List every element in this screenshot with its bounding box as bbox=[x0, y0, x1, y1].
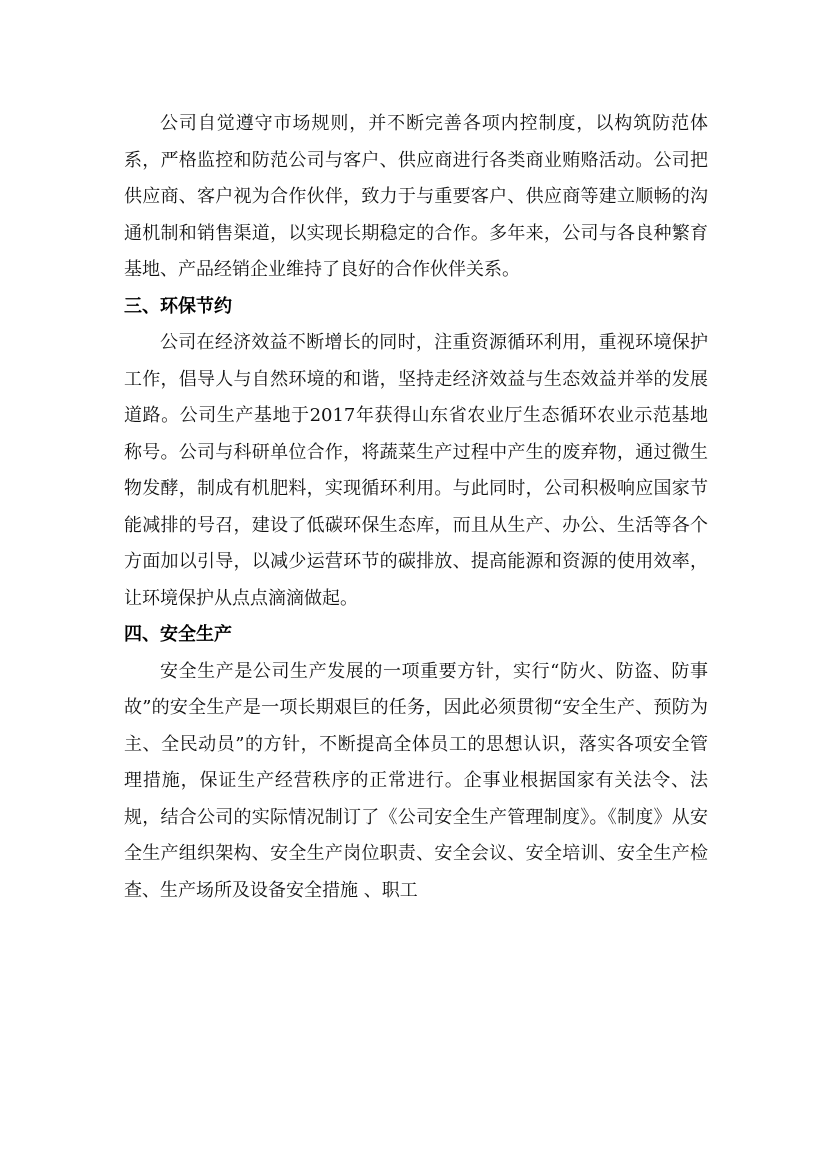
document-body bbox=[124, 106, 708, 909]
section-heading-safety: 四、安全生产 bbox=[124, 624, 232, 645]
section-heading-environment: 三、环保节约 bbox=[124, 295, 232, 317]
paragraph-safety: 安全生产是公司生产发展的一项重要方针，实行“防火、防盗、防事故”的安全生产是一项长期艰巨的任务，因此必须贯彻“安全生产、预防为主、全民动员”的方针，不断提高全体员工的思想认识，落实各项安全管理措施，保证生产经营秩序的正常进行。企事业根据国家有关法令、法规，结合公司的实际情况制订了《公司安全生产管理制度》。《制度》从安全生产组织架构、安全生产岗位职责、安全会议、安全培训、安全生产检查、生产场所及设备安全措施 、职工 bbox=[124, 660, 708, 901]
paragraph-environment: 公司在经济效益不断增长的同时，注重资源循环利用，重视环境保护工作，倡导人与自然环境的和谐，坚持走经济效益与生态效益并举的发展道路。公司生产基地于2017年获得山东省农业厅生态循环农业示范基地称号。公司与科研单位合作，将蔬菜生产过程中产生的废弃物，通过微生物发酵，制成有机肥料，实现循环利用。与此同时，公司积极响应国家节能减排的号召，建设了低碳环保生态库，而且从生产、办公、生活等各个方面加以引导，以减少运营环节的碳排放、提高能源和资源的使用效率，让环境保护从点点滴滴做起。 bbox=[124, 332, 708, 609]
paragraph-business-partners: 公司自觉遵守市场规则，并不断完善各项内控制度，以构筑防范体系，严格监控和防范公司与客户、供应商进行各类商业贿赂活动。公司把供应商、客户视为合作伙伴，致力于与重要客户、供应商等建立顺畅的沟通机制和销售渠道，以实现长期稳定的合作。多年来，公司与各良种繁育基地、产品经销企业维持了良好的合作伙伴关系。 bbox=[124, 113, 708, 280]
